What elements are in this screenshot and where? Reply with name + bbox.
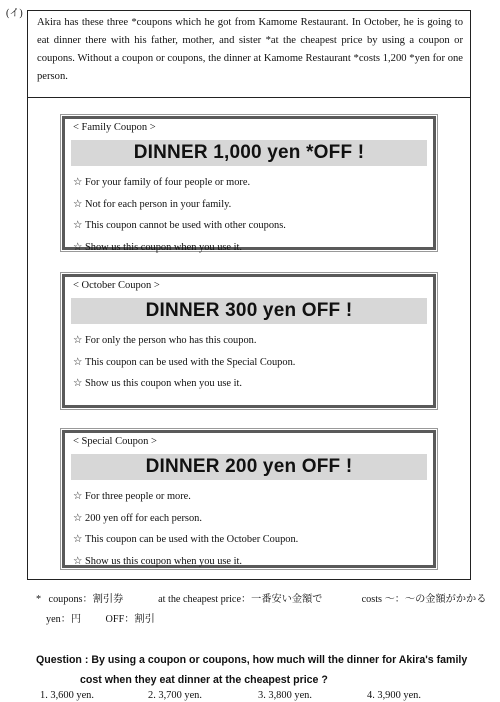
question-text-line2: cost when they eat dinner at the cheapest price ? <box>80 674 328 686</box>
coupon-banner: DINNER 300 yen OFF ! <box>71 298 427 324</box>
choice-2[interactable]: 2. 3,700 yen. <box>148 690 202 701</box>
coupon-item: ☆ Show us this coupon when you use it. <box>73 237 427 259</box>
special-coupon <box>62 430 436 568</box>
coupon-items <box>73 172 427 258</box>
star-icon: ☆ <box>73 512 83 524</box>
coupon-banner: DINNER 1,000 yen *OFF ! <box>71 140 427 166</box>
star-icon: ☆ <box>73 491 83 502</box>
coupon-name: < Family Coupon > <box>73 122 156 133</box>
coupon-item: ☆ Not for each person in your family. <box>73 194 427 216</box>
coupon-item: ☆ This coupon can be used with the Special Coupon. <box>73 352 427 374</box>
coupon-items <box>73 486 427 572</box>
coupon-item: ☆ For three people or more. <box>73 486 427 508</box>
choice-3[interactable]: 3. 3,800 yen. <box>258 690 312 701</box>
star-icon: ☆ <box>73 555 83 567</box>
note-asterisk: * <box>36 594 42 605</box>
note-costs: costs ～：～の金額がかかる <box>361 594 487 605</box>
problem-mark: (イ) <box>6 8 23 19</box>
coupon-item: ☆ This coupon can be used with the October Coupon. <box>73 529 427 551</box>
coupon-item: ☆ For only the person who has this coupon. <box>73 330 427 352</box>
choice-1[interactable]: 1. 3,600 yen. <box>40 690 94 701</box>
coupon-name: < October Coupon > <box>73 280 160 291</box>
star-icon: ☆ <box>73 378 83 389</box>
coupon-name: < Special Coupon > <box>73 436 157 447</box>
star-icon: ☆ <box>73 534 83 545</box>
star-icon: ☆ <box>73 356 83 368</box>
coupon-banner: DINNER 200 yen OFF ! <box>71 454 427 480</box>
question-label: Question : <box>36 654 89 666</box>
family-coupon <box>62 116 436 253</box>
october-coupon <box>62 274 436 408</box>
star-icon: ☆ <box>73 241 83 253</box>
coupon-item: ☆ Show us this coupon when you use it. <box>73 373 427 395</box>
star-icon: ☆ <box>73 220 83 231</box>
note-off: OFF：割引 <box>105 614 155 625</box>
coupon-item: ☆ Show us this coupon when you use it. <box>73 551 427 573</box>
coupon-item: ☆ 200 yen off for each person. <box>73 508 427 530</box>
star-icon: ☆ <box>73 198 83 210</box>
star-icon: ☆ <box>73 177 83 188</box>
coupon-item: ☆ This coupon cannot be used with other coupons. <box>73 215 427 237</box>
note-cheapest: at the cheapest price：一番安い金額で <box>158 594 323 605</box>
star-icon: ☆ <box>73 335 83 346</box>
choice-4[interactable]: 4. 3,900 yen. <box>367 690 421 701</box>
note-yen: yen：円 <box>46 614 82 625</box>
vocabulary-notes <box>36 590 486 630</box>
coupon-items <box>73 330 427 395</box>
question-text-line1: By using a coupon or coupons, how much will the dinner for Akira's family <box>91 654 468 666</box>
intro-paragraph: Akira has these three *coupons which he got from Kamome Restaurant. In October, he is going to eat dinner there with his father, mother, and sister *at the cheapest price by using a coupon or coupons. Without a coupon or coupons, the dinner at Kamome Restaurant *costs 1,200 *yen for one person. <box>27 10 471 98</box>
coupon-item: ☆ For your family of four people or more. <box>73 172 427 194</box>
note-coupons: coupons：割引券 <box>48 594 124 605</box>
